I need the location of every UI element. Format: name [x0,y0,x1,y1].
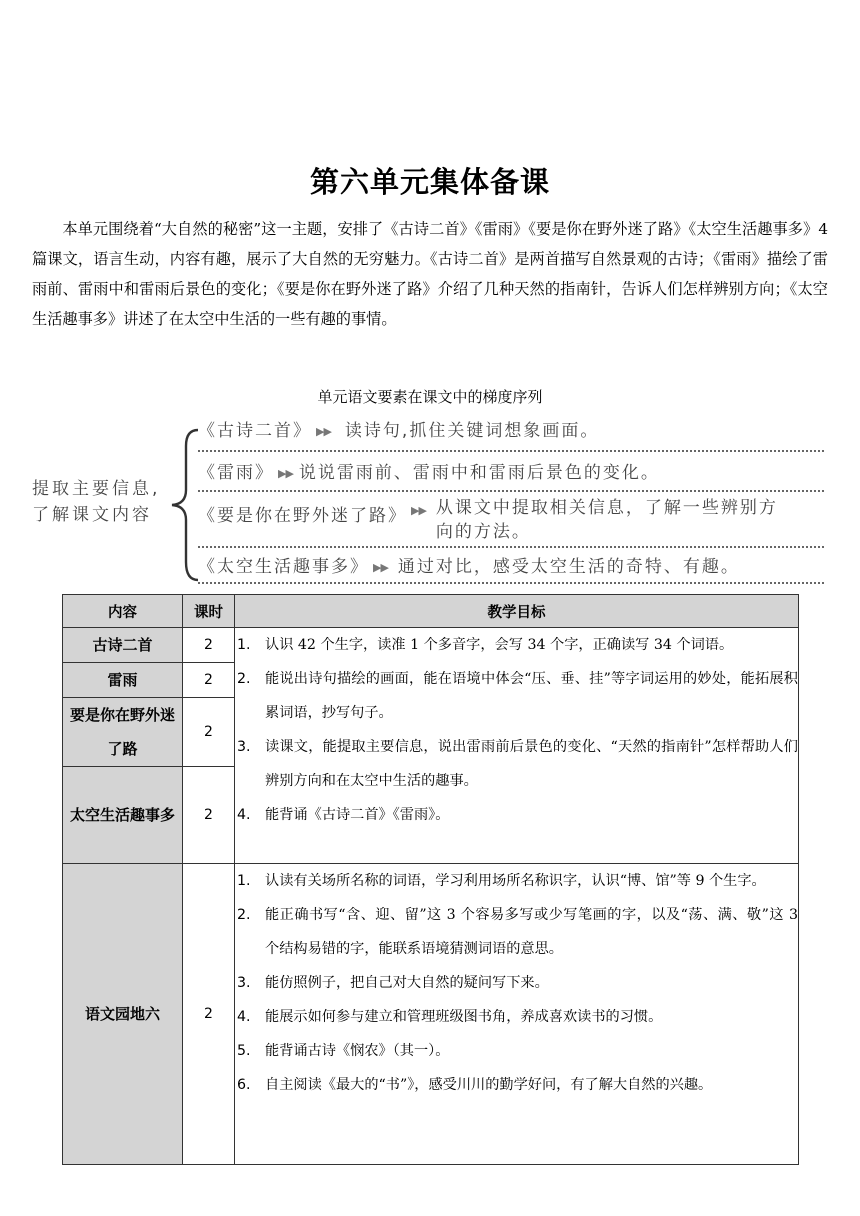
goal-number: 5. [237,1043,251,1059]
double-arrow-icon: ▶▶ [373,560,388,574]
goal-text: 认读有关场所名称的词语，学习利用场所名称识字，认识“博、馆”等 9 个生字。 [265,873,766,889]
goal-item [235,798,798,832]
lesson-hours: 2 [183,698,235,767]
goal-item [235,864,798,898]
diagram-goal: 通过对比，感受太空生活的奇特、有趣。 [397,557,740,577]
header-hours: 课时 [183,595,235,628]
diagram-row [198,458,660,490]
gradient-diagram [28,412,834,588]
diagram-title: 单元语文要素在课文中的梯度序列 [317,388,543,406]
goal-text: 自主阅读《最大的“书”》，感受川川的勤学好问，有了解大自然的兴趣。 [265,1077,713,1093]
goals-cell [235,628,799,864]
diagram-lesson: 《雷雨》 [198,463,274,483]
curly-brace-icon [158,412,202,588]
diagram-lesson: 《太空生活趣事多》 [198,557,369,577]
goals-list [235,864,798,1102]
dotted-divider [198,546,824,548]
lesson-name: 古诗二首 [63,628,183,663]
goal-item [235,662,798,730]
dotted-divider [198,450,824,452]
lesson-hours: 2 [183,864,235,1165]
goal-text: 能正确书写“含、迎、留”这 3 个容易多写或少写笔画的字，以及“荡、满、敬”这 3 个结构易错的字，能联系语境猜测词语的意思。 [265,907,798,957]
table-row [63,864,799,1165]
goal-number: 3. [237,739,251,755]
goal-number: 2. [237,907,251,923]
header-content: 内容 [63,595,183,628]
goal-item [235,730,798,798]
goal-number: 1. [237,637,251,653]
page-title: 第六单元集体备课 [309,165,550,199]
goal-item [235,898,798,966]
double-arrow-icon: ▶▶ [316,424,331,438]
diagram-goal: 说说雷雨前、雷雨中和雷雨后景色的变化。 [298,463,660,483]
goals-cell [235,864,799,1165]
goal-text: 能背诵《古诗二首》《雷雨》。 [265,807,450,823]
unit-introduction [32,214,828,334]
goal-number: 6. [237,1077,251,1093]
goal-item [235,1000,798,1034]
diagram-row [198,496,796,542]
goals-list [235,628,798,832]
goal-item [235,966,798,1000]
goal-number: 2. [237,671,251,687]
diagram-goal: 从课文中提取相关信息，了解一些辨别方向的方法。 [435,498,778,542]
goal-number: 4. [237,807,251,823]
goal-item [235,1068,798,1102]
teaching-plan-table [62,594,799,1165]
goal-text: 能展示如何参与建立和管理班级图书角，养成喜欢读书的习惯。 [265,1009,663,1025]
lesson-name: 要是你在野外迷了路 [63,698,183,767]
goal-text: 认识 42 个生字，读准 1 个多音字，会写 34 个字，正确读写 34 个词语。 [265,637,734,653]
header-goals: 教学目标 [235,595,799,628]
lesson-hours: 2 [183,767,235,864]
goal-number: 3. [237,975,251,991]
table-header-row [63,595,799,628]
lesson-name: 太空生活趣事多 [63,767,183,864]
goal-text: 能说出诗句描绘的画面，能在语境中体会“压、垂、挂”等字词运用的妙处，能拓展积累词语，抄写句子。 [265,671,798,721]
table-row [63,628,799,663]
diagram-summary [32,476,160,528]
dotted-divider [198,582,824,584]
lesson-name: 雷雨 [63,663,183,698]
diagram-row [198,416,599,448]
lesson-hours: 2 [183,663,235,698]
goal-number: 1. [237,873,251,889]
double-arrow-icon: ▶▶ [411,504,426,517]
lesson-name: 语文园地六 [63,864,183,1165]
goal-text: 能背诵古诗《悯农》（其一）。 [265,1043,450,1059]
intro-text: 本单元围绕着“大自然的秘密”这一主题，安排了《古诗二首》《雷雨》《要是你在野外迷了路》《太空生活趣事多》4 篇课文，语言生动，内容有趣，展示了大自然的无穷魅力。《古诗二首》是两首描写自然景观的古诗；《雷雨》描绘了雷雨前、雷雨中和雷雨后景色的变化；《要是你在野外迷了路》介绍了几种天然的指南针，告诉人们怎样辨别方向；《太空生活趣事多》讲述了在太空中生活的一些有趣的事情。 [32,220,828,328]
goal-item [235,1034,798,1068]
dotted-divider [198,490,824,492]
goal-text: 能仿照例子，把自己对大自然的疑问写下来。 [265,975,549,991]
diagram-lesson: 《要是你在野外迷了路》 [198,506,407,526]
double-arrow-icon: ▶▶ [278,466,293,480]
goal-text: 读课文，能提取主要信息，说出雷雨前后景色的变化、“天然的指南针”怎样帮助人们辨别方向和在太空中生活的趣事。 [265,739,798,789]
diagram-lesson: 《古诗二首》 [198,421,312,441]
summary-line-2: 了解课文内容 [32,505,152,525]
lesson-hours: 2 [183,628,235,663]
summary-line-1: 提取主要信息, [32,479,161,499]
diagram-row [198,552,740,584]
goal-number: 4. [237,1009,251,1025]
goal-item [235,628,798,662]
diagram-goal: 读诗句,抓住关键词想象画面。 [344,421,600,441]
